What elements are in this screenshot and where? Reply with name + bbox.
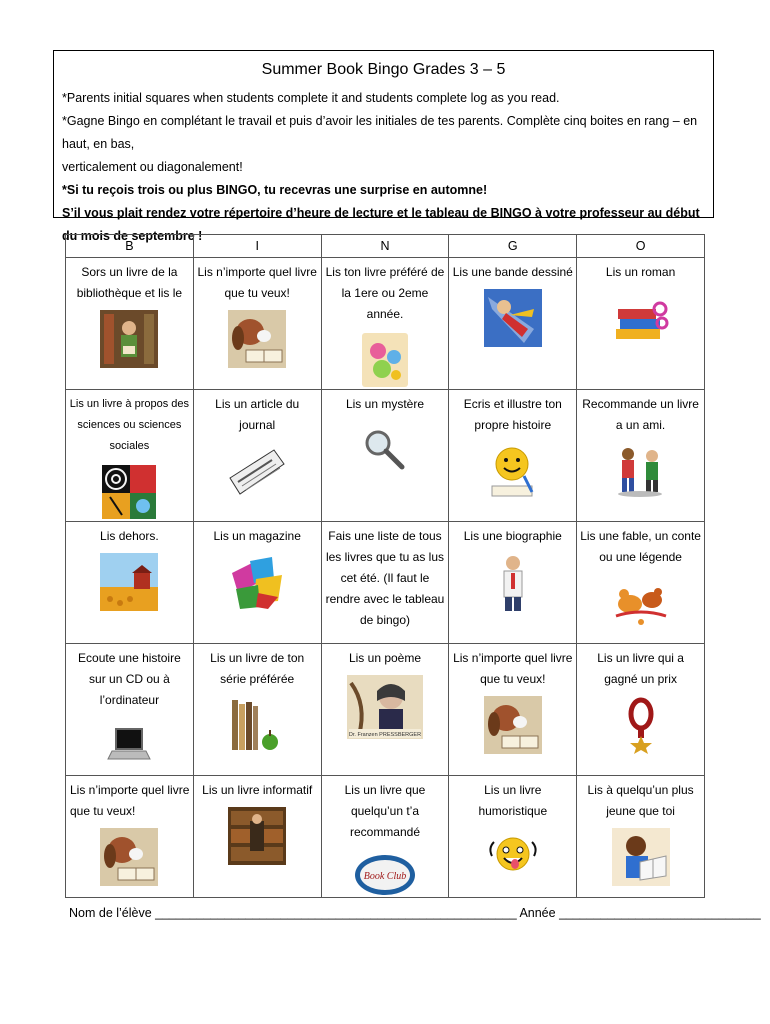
book-club-text: Book Club [363,871,407,882]
book-stack-icon [612,289,670,347]
library-reader-icon [100,310,158,368]
bingo-square[interactable] [449,644,577,776]
bingo-square[interactable] [577,258,705,390]
bingo-square[interactable] [449,258,577,390]
bookshelf-icon [228,807,286,865]
bingo-square[interactable] [321,258,449,390]
smiley-writing-icon [484,442,542,500]
funny-smiley-icon [484,828,542,886]
bingo-row [66,522,705,644]
books-apple-icon [228,696,286,754]
bingo-square[interactable] [577,776,705,898]
bingo-square[interactable] [193,522,321,644]
bingo-row [66,644,705,776]
student-name-line[interactable]: ____________________________________________________ [155,906,517,920]
year-line[interactable]: _____________________________ [559,906,761,920]
instructions-box [53,50,714,243]
poet-caption: Dr. Franzen PRESSBERGER [348,732,422,738]
square-text: Lis une bande dessiné [452,265,573,279]
bingo-row [66,258,705,390]
instruction-surprise: *Si tu reçois trois ou plus BINGO, tu recevras une surprise en automne! [62,183,488,197]
bingo-square[interactable] [321,522,449,644]
bingo-square[interactable] [66,776,194,898]
square-text: Lis un mystère [345,397,424,411]
bingo-square[interactable] [577,390,705,522]
student-name-label: Nom de l’élève [69,906,156,920]
signature-footer [69,906,761,920]
instruction-bingo: *Gagne Bingo en complétant le travail et puis d’avoir les initiales de tes parents. Complète cinq boites en rang – en haut, en bas, [62,114,698,151]
fable-animals-icon [612,574,670,632]
bingo-square[interactable] [577,644,705,776]
square-text: Ecoute une histoire sur un CD ou à l’ordinateur [78,651,181,707]
bingo-square[interactable] [193,776,321,898]
square-text: Recommande un livre a un ami. [582,397,699,432]
square-text: Lis une fable, un conte ou une légende [580,529,701,564]
bingo-square[interactable] [66,522,194,644]
bingo-square[interactable] [193,258,321,390]
column-header-b: B [66,235,194,258]
bingo-square[interactable] [321,390,449,522]
laptop-icon [100,717,158,775]
year-label: Année [516,906,560,920]
square-text: Lis une biographie [463,529,562,543]
bingo-grid [65,234,705,898]
bingo-square[interactable] [66,258,194,390]
dog-reading-icon [228,310,286,368]
book-club-icon [353,853,417,897]
bingo-square[interactable] [321,776,449,898]
bingo-square[interactable] [66,390,194,522]
dog-reading-icon [100,828,158,886]
magazines-icon [228,553,286,611]
superhero-icon [484,289,542,347]
outdoor-farm-icon [100,553,158,611]
square-text: Lis n’importe quel livre que tu veux! [70,783,190,818]
square-text: Lis dehors. [100,529,159,543]
instruction-parents: *Parents initial squares when students complete it and students complete log as you read. [62,91,560,105]
square-text: Lis n’importe quel livre que tu veux! [197,265,317,300]
bingo-square[interactable] [193,644,321,776]
newspaper-icon [228,442,286,500]
square-text: Lis un roman [605,265,676,279]
square-text: Lis un livre informatif [202,783,313,797]
bingo-square[interactable] [449,776,577,898]
page-title: Summer Book Bingo Grades 3 – 5 [261,61,506,78]
square-text: Lis ton livre préféré de la 1ere ou 2eme année. [325,265,445,321]
poet-portrait-icon [347,675,423,739]
bingo-square[interactable] [577,522,705,644]
bingo-header-row [66,235,705,258]
square-text: Lis un article du journal [215,397,300,432]
column-header-i: I [193,235,321,258]
medal-icon [612,696,670,754]
square-text: Lis un livre que quelqu’un t’a recommandé [344,783,426,839]
square-text: Sors un livre de la bibliothèque et lis le [76,265,183,300]
bingo-square[interactable] [193,390,321,522]
science-icon [100,463,158,521]
bingo-row [66,776,705,898]
dog-reading-icon [484,696,542,754]
magnifying-glass-icon [356,421,414,479]
square-text: Fais une liste de tous les livres que tu as lus cet été. (Il faut le rendre avec le tableau de bingo) [325,529,445,627]
column-header-n: N [321,235,449,258]
storybook-icon [356,331,414,389]
bingo-square[interactable] [449,390,577,522]
bingo-square[interactable] [449,522,577,644]
instruction-bingo-cont: verticalement ou diagonalement! [62,160,243,174]
square-text: Lis à quelqu’un plus jeune que toi [587,783,694,818]
child-reading-icon [612,828,670,886]
square-text: Lis un livre de ton série préférée [210,651,305,686]
column-header-o: O [577,235,705,258]
bingo-square[interactable] [66,644,194,776]
doctor-figure-icon [484,553,542,611]
instruction-return: S’il vous plait rendez votre répertoire d’heure de lecture et le tableau de BINGO à votre professeur au début du mois de septembre ! [62,206,700,243]
bingo-row [66,390,705,522]
square-text: Ecris et illustre ton propre histoire [463,397,562,432]
square-text: Lis un livre humoristique [478,783,548,818]
square-text: Lis n’importe quel livre que tu veux! [453,651,573,686]
square-text: Lis un magazine [213,529,301,543]
friends-talking-icon [612,442,670,500]
square-text: Lis un livre qui a gagné un prix [597,651,684,686]
square-text: Lis un livre à propos des sciences ou sciences sociales [69,398,190,452]
square-text: Lis un poème [348,651,422,665]
bingo-square[interactable] [321,644,449,776]
column-header-g: G [449,235,577,258]
